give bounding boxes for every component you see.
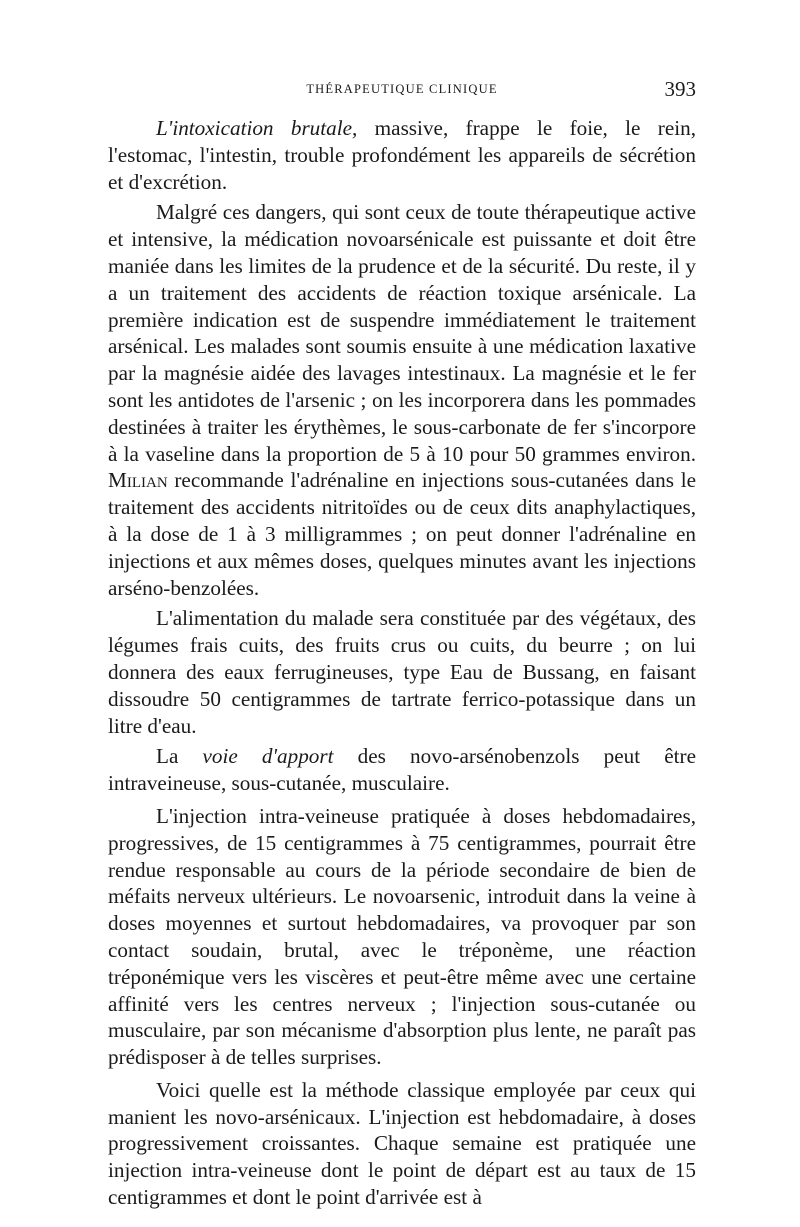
paragraph-text: Voici quelle est la méthode classique employée par ceux qui manient les novo-arsénicaux. L'injection est hebdomadaire, à doses progressivement croissantes. Chaque semaine est pratiquée une injection intra-veineuse dont le point de départ est au taux de 15 centigrammes et dont le point d'arrivée est à (108, 1077, 696, 1210)
paragraph-injection-intraveineuse (108, 803, 696, 1071)
paragraph-text: Malgré ces dangers, qui sont ceux de toute thérapeutique active et intensive, la médication novoarsénicale est puissante et doit être maniée dans les limites de la prudence et de la sécurité. Du reste, il y a un traitement des accidents de réaction toxique arsénicale. La première indication est de suspendre immédiatement le traitement arsénical. Les malades sont soumis ensuite à une médication laxative par la magnésie aidée des lavages intestinaux. La magnésie et le fer sont les antidotes de l'arsenic ; on les incorporera dans les pommades destinées à traiter les érythèmes, le sous-carbonate de fer s'incorpore à la vaseline dans la proportion de 5 à 10 pour 50 grammes environ. (108, 200, 696, 466)
running-head (108, 77, 696, 101)
author-name: Milian (108, 468, 168, 493)
body-text (108, 115, 696, 1215)
paragraph-alimentation (108, 605, 696, 739)
paragraph-intoxication (108, 115, 696, 195)
paragraph-voie-apport (108, 743, 696, 797)
paragraph-text: La (156, 744, 203, 769)
paragraph-text: L'injection intra-veineuse pratiquée à doses hebdomadaires, progressives, de 15 centigrammes à 75 centigrammes, pourrait être rendue responsable au cours de la période secondaire de bien de méfaits nerveux ultérieurs. Le novoarsenic, introduit dans la veine à doses moyennes et surtout hebdomadaires, va provoquer par son contact soudain, brutal, avec le tréponème, une réaction tréponémique vers les viscères et peut-être même avec une certaine affinité vers les centres nerveux ; l'injection sous-cutanée ou musculaire, par son mécanisme d'absorption plus lente, ne paraît pas prédisposer à de telles surprises. (108, 803, 696, 1070)
paragraph-text: des novo-arsénobenzols peut être intraveineuse, sous-cutanée, musculaire. (108, 744, 696, 796)
paragraph-dangers (108, 199, 696, 601)
italic-lead: L'intoxication brutale, (156, 116, 358, 140)
paragraph-text: recommande l'adrénaline en injections sous-cutanées dans le traitement des accidents nitritoïdes ou de ceux dits anaphylactiques, à la dose de 1 à 3 milligrammes ; on peut donner l'adrénaline en injections et aux mêmes doses, quelques minutes avant les injections arséno-benzolées. (108, 468, 696, 600)
running-title: THÉRAPEUTIQUE CLINIQUE (306, 82, 498, 96)
paragraph-text: L'alimentation du malade sera constituée par des végétaux, des légumes frais cuits, des fruits crus ou cuits, du beurre ; on lui donnera des eaux ferrugineuses, type Eau de Bussang, en faisant dissoudre 50 centigrammes de tartrate ferrico-potassique dans un litre d'eau. (108, 606, 696, 738)
page-number: 393 (664, 77, 696, 101)
paragraph-text: massive, frappe le foie, le rein, l'estomac, l'intestin, trouble profondément les appareils de sécrétion et d'excrétion. (108, 116, 697, 194)
paragraph-methode-classique (108, 1077, 696, 1211)
italic-term: voie d'apport (202, 744, 334, 769)
